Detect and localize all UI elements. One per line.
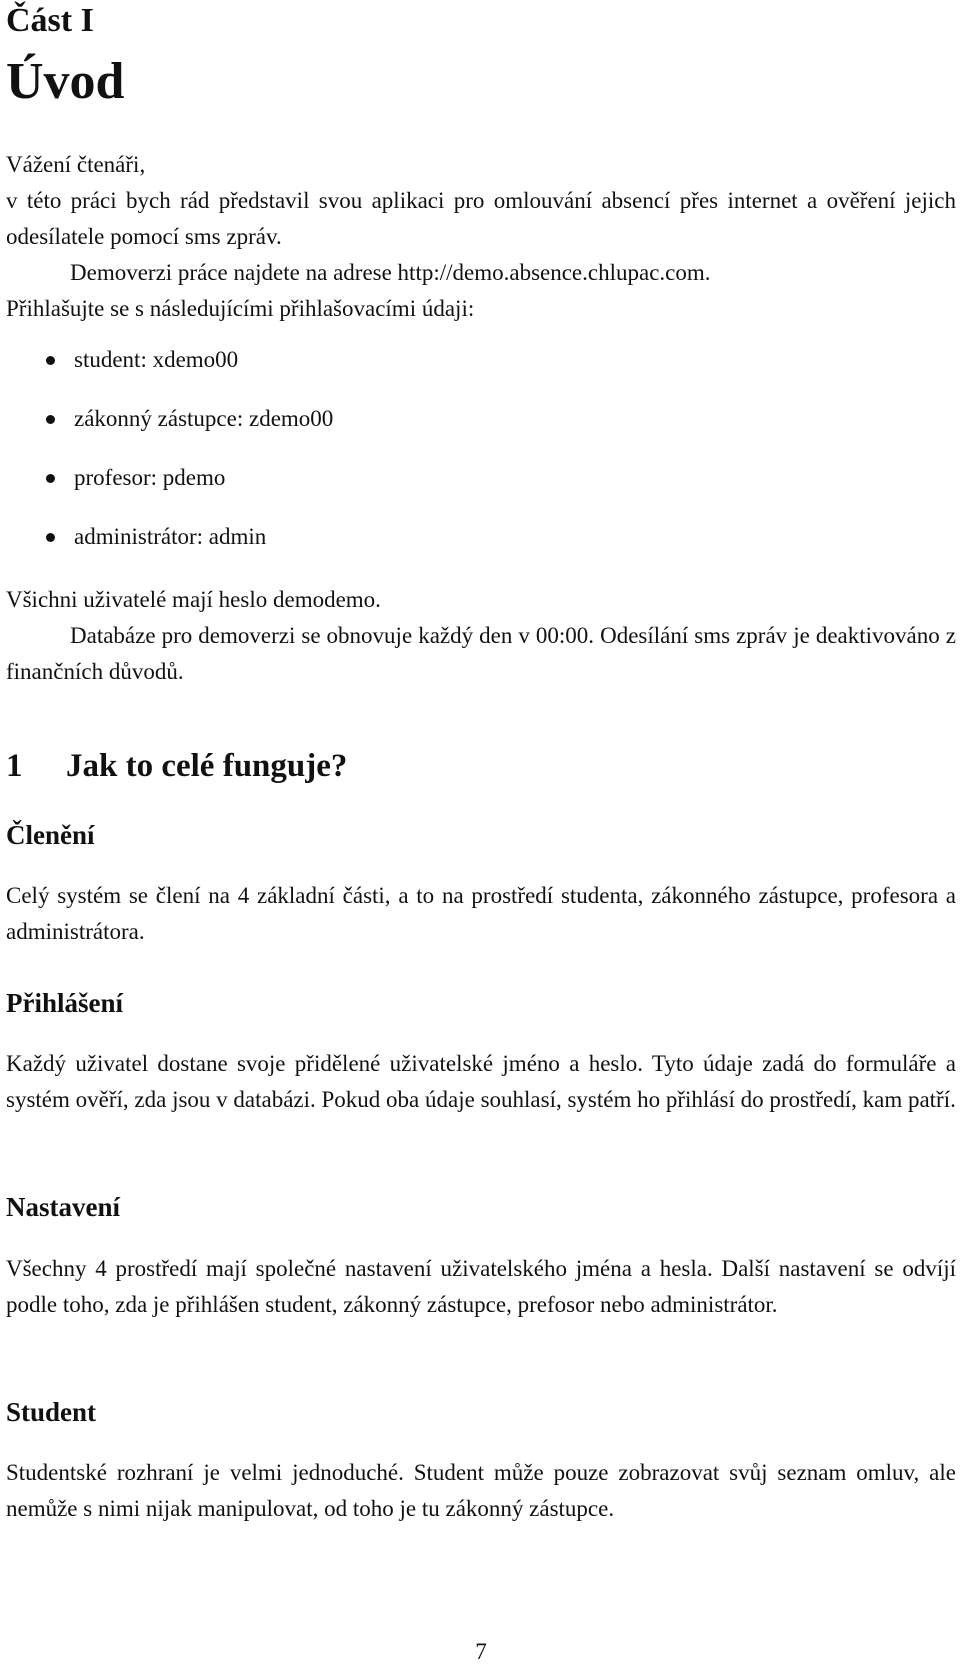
credential-text: profesor: pdemo — [74, 465, 226, 490]
subsection-title-cleneni: Členění — [6, 820, 95, 850]
subsection-text-cleneni: Celý systém se člení na 4 základní části, a to na prostředí studenta, zákonného zástupce, profesora a administrátora. — [6, 883, 956, 944]
bullet-icon — [46, 415, 55, 424]
section-number: 1 — [6, 748, 23, 784]
greeting: Vážení čtenáři, — [6, 152, 146, 177]
password-note: Všichni uživatelé mají heslo demodemo. — [6, 587, 381, 612]
list-item — [6, 407, 333, 466]
login-instructions: Přihlašujte se s následujícími přihlašovacími údaji: — [6, 296, 475, 321]
section-title: Jak to celé funguje? — [66, 748, 348, 784]
subsection-text-nastaveni: Všechny 4 prostředí mají společné nastavení uživatelského jména a hesla. Další nastavení se odvíjí podle toho, zda je přihlášen student, zákonný zástupce, prefosor nebo administrátor. — [6, 1256, 956, 1317]
bullet-icon — [46, 533, 55, 542]
bullet-icon — [46, 356, 55, 365]
list-item — [6, 525, 333, 584]
intro-block — [6, 147, 956, 327]
list-item — [6, 466, 333, 525]
chapter-title: Úvod — [6, 53, 125, 110]
credentials-list — [6, 348, 333, 584]
after-list-block — [6, 582, 956, 690]
subsection-title-student: Student — [6, 1397, 97, 1427]
part-label: Část I — [6, 2, 94, 39]
subsection-text-prihlaseni: Každý uživatel dostane svoje přidělené uživatelské jméno a heslo. Tyto údaje zadá do formuláře a systém ověří, zda jsou v databázi. Pokud oba údaje souhlasí, systém ho přihlásí do prostředí, kam patří. — [6, 1051, 956, 1112]
bullet-icon — [46, 474, 55, 483]
subsection-title-nastaveni: Nastavení — [6, 1192, 120, 1222]
subsection-text-student: Studentské rozhraní je velmi jednoduché. Student může pouze zobrazovat svůj seznam omluv, ale nemůže s nimi nijak manipulovat, od toho je tu zákonný zástupce. — [6, 1460, 956, 1521]
database-note: Databáze pro demoverzi se obnovuje každý den v 00:00. Odesílání sms zpráv je deaktivováno z finančních důvodů. — [6, 623, 956, 684]
page-number: 7 — [475, 1639, 487, 1664]
credential-text: student: xdemo00 — [74, 347, 239, 372]
subsection-title-prihlaseni: Přihlášení — [6, 988, 124, 1018]
credential-text: zákonný zástupce: zdemo00 — [74, 406, 334, 431]
demo-address-paragraph: Demoverzi práce najdete na adrese http://demo.absence.chlupac.com. — [70, 260, 711, 285]
section-heading — [6, 748, 347, 785]
list-item — [6, 348, 333, 407]
credential-text: administrátor: admin — [74, 524, 267, 549]
intro-paragraph: v této práci bych rád představil svou aplikaci pro omlouvání absencí přes internet a ověření jejich odesílatele pomocí sms zpráv. — [6, 188, 956, 249]
